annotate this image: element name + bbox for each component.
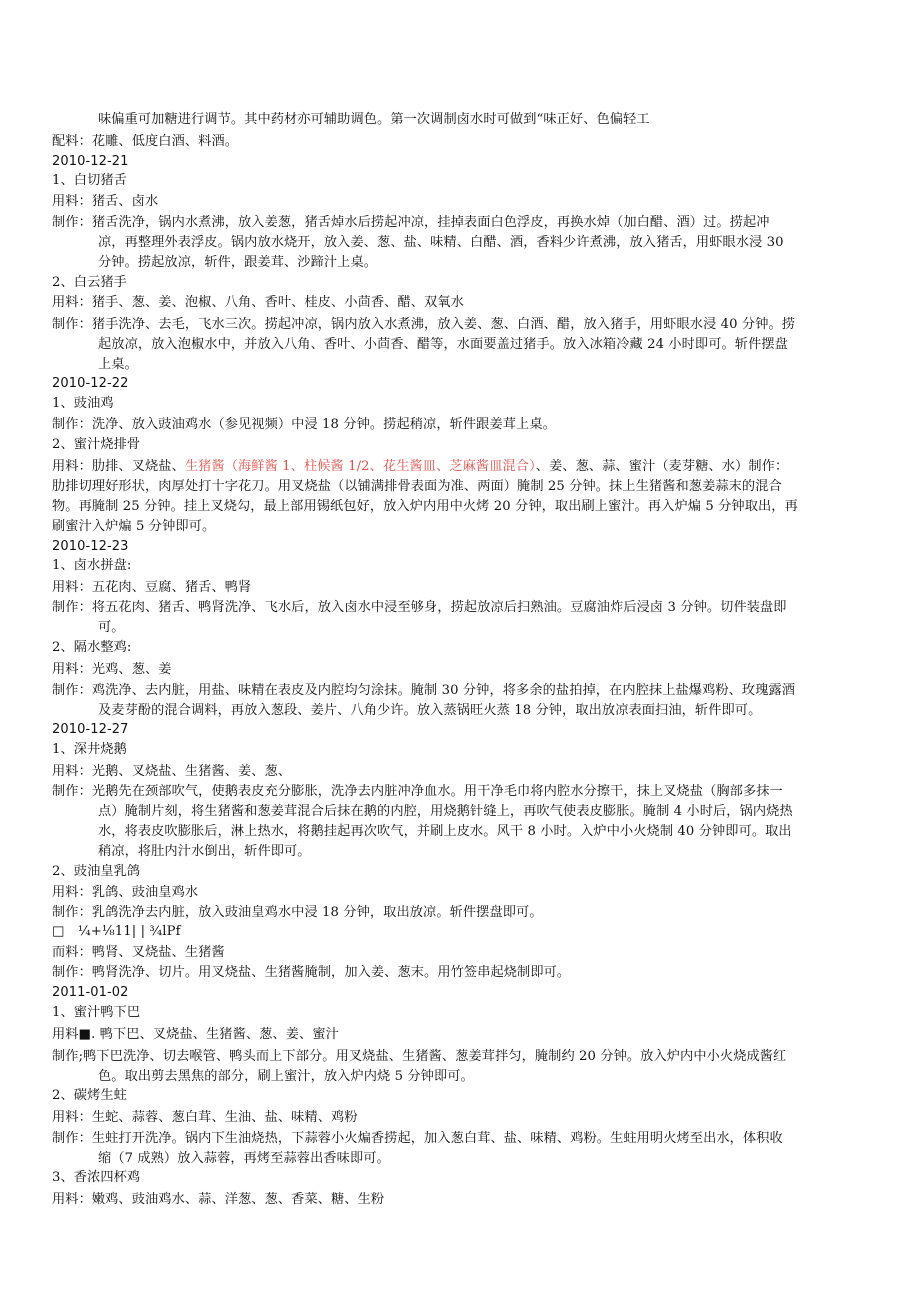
method-line: 制作：猪手洗净、去毛，飞水三次。捞起冲凉，锅内放入水煮沸，放入姜、葱、白酒、醋，放入猪手，用虾眼水浸 40 分钟。捞 <box>52 317 796 332</box>
date-heading: 2010-12-23 <box>52 539 129 554</box>
ingredients-line: 用料：猪手、葱、姜、泡椒、八角、香叶、桂皮、小茴香、醋、双氧水 <box>52 295 464 310</box>
method-line: 及麦芽酚的混合调料，再放入葱段、姜片、八角少许。放入蒸锅旺火蒸 18 分钟，取出放凉表面扫油，斩件即可。 <box>98 703 762 718</box>
ingredients-line: 用料：生蛇、蒜蓉、葱白茸、生油、盐、味精、鸡粉 <box>52 1110 358 1125</box>
ingredients-line: 配料：花雕、低度白酒、料酒。 <box>52 134 239 149</box>
sauce-mix-highlight: 生猪酱（海鲜酱 1、柱候酱 1/2、花生酱皿、芝麻酱皿混合） <box>184 459 536 474</box>
method-line: 制作：猪舌洗净，锅内水煮沸，放入姜葱，猪舌焯水后捞起冲凉，挂掉表面白色浮皮，再换水焯（加白醋、酒）过。捞起冲 <box>52 215 770 230</box>
method-line: 可。 <box>98 620 125 635</box>
ingredients-line: 用料：嫩鸡、豉油鸡水、蒜、洋葱、葱、香菜、糖、生粉 <box>52 1192 385 1207</box>
method-line: 水，将表皮吹膨胀后，淋上热水，将鹅挂起再次吹气，并刷上皮水。风干 8 小时。入炉中小火烧制 40 分钟即可。取出 <box>98 824 792 839</box>
recipe-title: 1、豉油鸡 <box>52 396 114 411</box>
date-heading: 2010-12-22 <box>52 376 129 391</box>
date-heading: 2011-01-02 <box>52 985 129 1000</box>
recipe-title: 2、白云猪手 <box>52 275 127 290</box>
intro-text-line: 味偏重可加糖进行调节。其中药材亦可辅助调色。第一次调制卤水时可做到“味正好、色偏轻工 <box>98 112 650 127</box>
method-line: 制作;鸭下巴洗净、切去喉管、鸭头而上下部分。用叉烧盐、生猪酱、葱姜茸拌匀，腌制约 20 分钟。放入炉内中小火烧成酱红 <box>52 1049 787 1064</box>
ingredients-line: 用料：猪舌、卤水 <box>52 194 159 209</box>
garbled-title: □ ¼+⅛11| | ¾lPf <box>52 924 181 939</box>
method-line: 制作：洗净、放入豉油鸡水（参见视频）中浸 18 分钟。捞起稍凉，斩件跟姜茸上桌。 <box>52 417 556 432</box>
recipe-title: 2、蜜汁烧排骨 <box>52 437 141 452</box>
recipe-title: 1、卤水拼盘: <box>52 558 132 573</box>
method-line: 凉，再整理外表浮皮。锅内放水烧开，放入姜、葱、盐、味精、白醋、酒，香料少许煮沸，放入猪舌，用虾眼水浸 30 <box>98 235 784 250</box>
ingredients-text: 用料：肋排、叉烧盐、 <box>52 459 185 474</box>
method-line: 点）腌制片刻，将生猪酱和葱姜茸混合后抹在鹅的内腔，用烧鹅针缝上，再吹气使表皮膨胀。腌制 4 小时后，锅内烧热 <box>98 804 793 819</box>
method-line: 分钟。捞起放凉，斩件，跟姜茸、沙蹄汁上桌。 <box>98 255 378 270</box>
recipe-title: 2、豉油皇乳鸽 <box>52 864 141 879</box>
method-line: 上桌。 <box>98 357 138 372</box>
recipe-title: 1、深井烧鹅 <box>52 742 127 757</box>
method-line: 制作：乳鸽洗净去内脏，放入豉油皇鸡水中浸 18 分钟，取出放凉。斩件摆盘即可。 <box>52 905 543 920</box>
recipe-title: 1、蜜汁鸭下巴 <box>52 1005 141 1020</box>
method-line: 稍凉，将肚内汁水倒出，斩件即可。 <box>98 844 311 859</box>
recipe-title: 1、白切猪舌 <box>52 173 127 188</box>
method-line: 制作：生蛀打开洗净。锅内下生油烧热，下蒜蓉小火煸香捞起，加入葱白茸、盐、味精、鸡粉。生蛀用明火烤至出水，体积收 <box>52 1131 783 1146</box>
ingredients-line: 而料：鸭肾、叉烧盐、生猪酱 <box>52 945 225 960</box>
method-line: 缩（7 成熟）放入蒜蓉，再烤至蒜蓉出香味即可。 <box>98 1151 390 1166</box>
ingredients-line: 用料■. 鸭下巴、叉烧盐、生猪酱、葱、姜、蜜汁 <box>52 1027 339 1042</box>
method-line: 制作：鸭肾洗净、切片。用叉烧盐、生猪酱腌制，加入姜、葱末。用竹签串起烧制即可。 <box>52 965 571 980</box>
method-line: 色。取出剪去黑焦的部分，刷上蜜汁，放入炉内烧 5 分钟即可。 <box>98 1069 474 1084</box>
recipe-title: 2、隔水整鸡: <box>52 640 132 655</box>
ingredients-line: 用料：乳鸽、豉油皇鸡水 <box>52 885 199 900</box>
method-line: 刷蜜汁入炉煸 5 分钟即可。 <box>52 519 216 534</box>
method-line: 起放凉，放入泡椒水中，并放入八角、香叶、小茴香、醋等，水面要盖过猪手。放入冰箱冷藏 24 小时即可。斩件摆盘 <box>98 337 788 352</box>
ingredients-line: 用料：光鸡、葱、姜 <box>52 662 172 677</box>
method-line: 物。再腌制 25 分钟。挂上叉烧勾，最上部用锡纸包好，放入炉内用中火烤 20 分钟，取出刷上蜜汁。再入炉煸 5 分钟取出，再 <box>52 499 798 514</box>
date-heading: 2010-12-27 <box>52 722 129 737</box>
ingredients-text: 、姜、葱、蒜、蜜汁（麦芽糖、水）制作： <box>535 459 789 474</box>
method-line: 制作：光鹅先在颈部吹气，使鹅表皮充分膨胀，洗净去内脏冲净血水。用干净毛巾将内腔水分擦干，抹上叉烧盐（胸部多抹一 <box>52 784 783 799</box>
method-line: 肋排切理好形状，肉厚处打十字花刀。用叉烧盐（以铺满排骨表面为准、两面）腌制 25 分钟。抹上生猪酱和葱姜蒜末的混合 <box>52 479 782 494</box>
recipe-title: 3、香浓四杯鸡 <box>52 1170 141 1185</box>
ingredients-line: 用料：光鹅、叉烧盐、生猪酱、姜、葱、 <box>52 764 292 779</box>
ingredients-line: 用料：五花肉、豆腐、猪舌、鸭肾 <box>52 580 252 595</box>
date-heading: 2010-12-21 <box>52 154 129 169</box>
ingredients-line <box>52 457 872 477</box>
method-line: 制作：鸡洗净、去内脏，用盐、味精在表皮及内腔均匀涂抹。腌制 30 分钟，将多余的盐拍掉，在内腔抹上盐爆鸡粉、玫瑰露酒 <box>52 683 796 698</box>
method-line: 制作：将五花肉、猪舌、鸭肾洗净、飞水后，放入卤水中浸至够身，捞起放凉后扫熟油。豆腐油炸后浸卤 3 分钟。切件装盘即 <box>52 600 787 615</box>
recipe-title: 2、碳烤生蛀 <box>52 1088 127 1103</box>
